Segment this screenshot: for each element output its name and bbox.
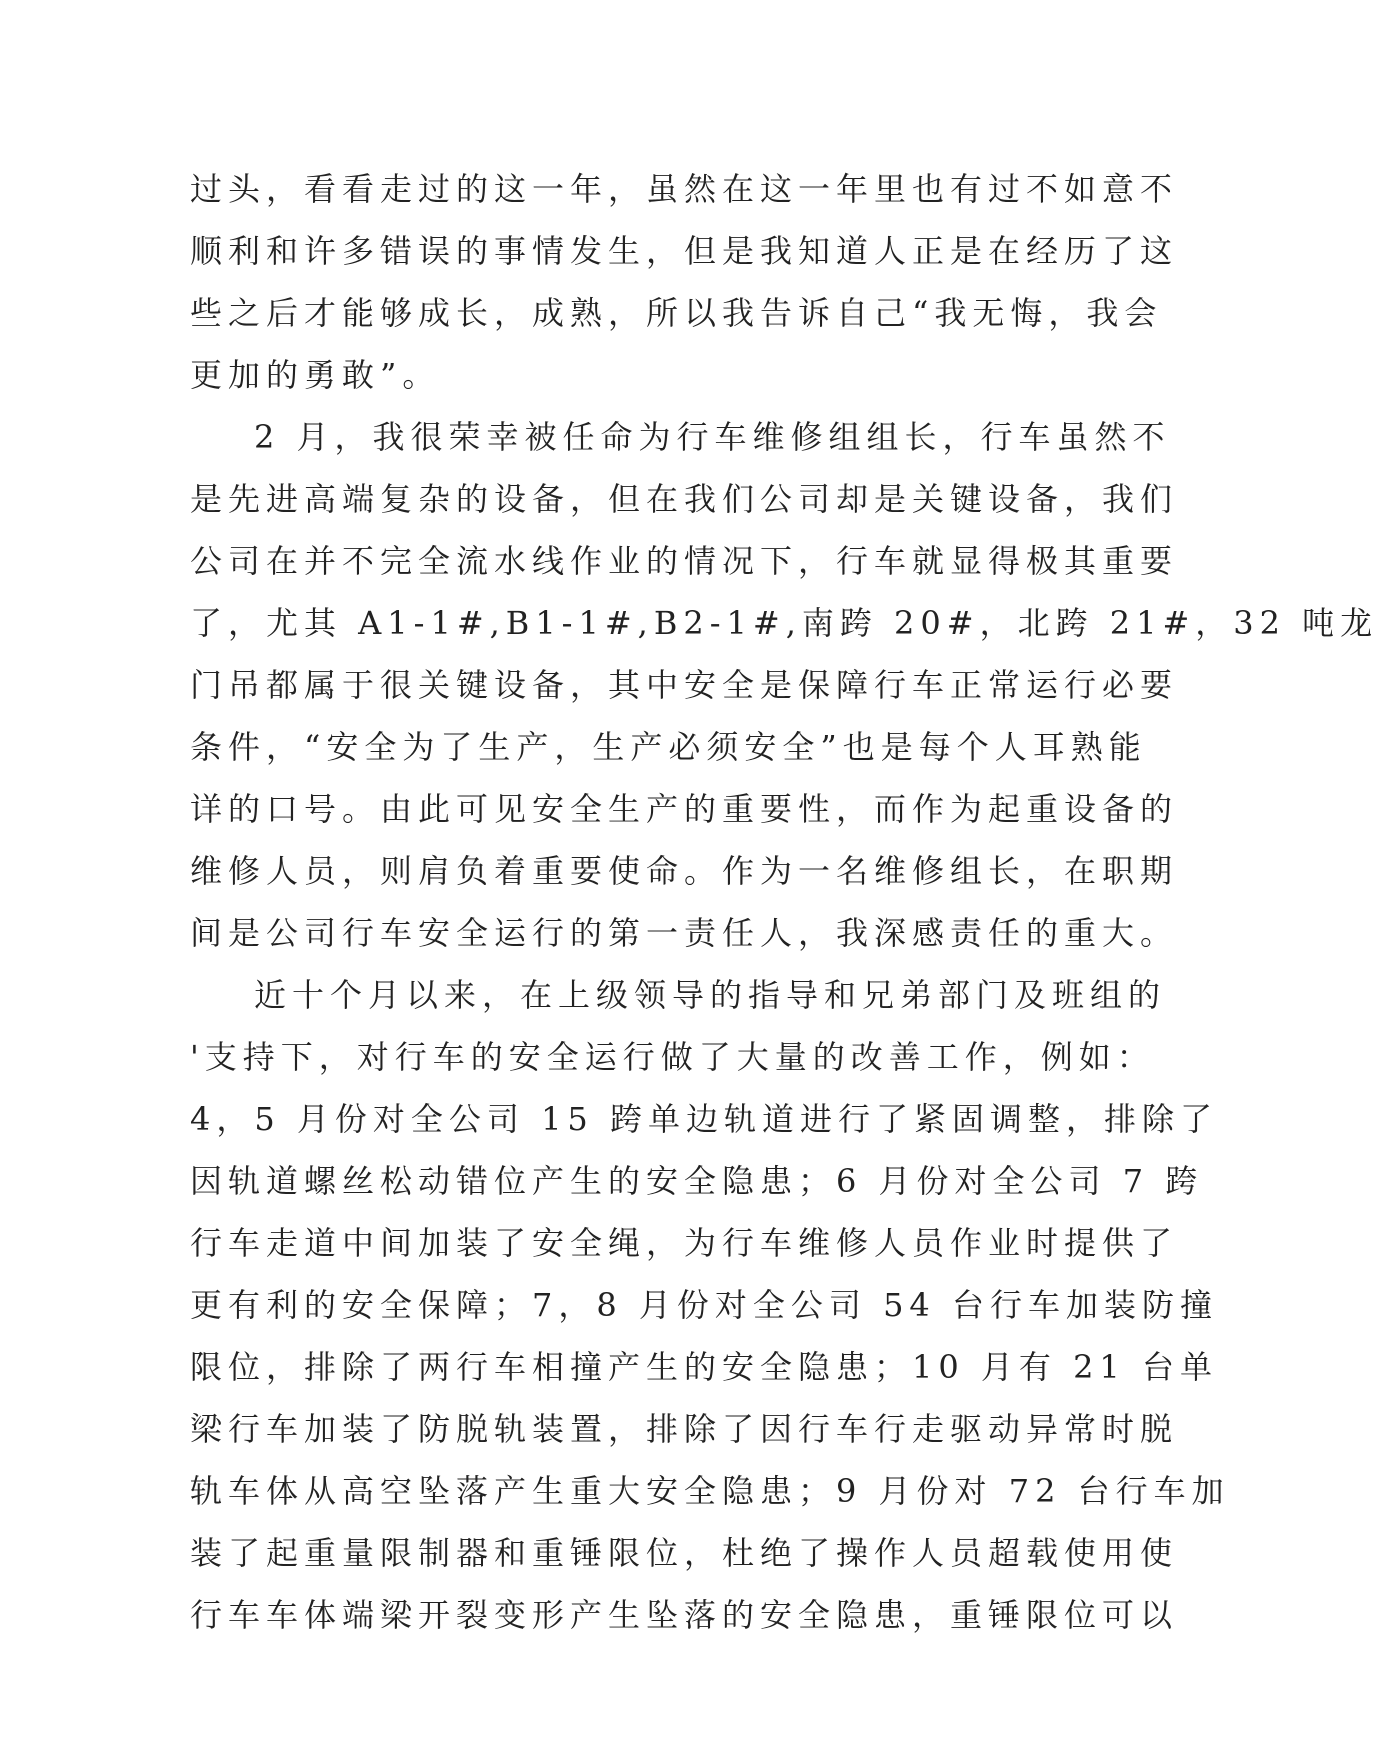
- text-line: 装了起重量限制器和重锤限位，杜绝了操作人员超载使用使: [190, 1534, 1179, 1572]
- text-line: 因轨道螺丝松动错位产生的安全隐患；6 月份对全公司 7 跨: [190, 1162, 1204, 1200]
- text-line: 4，5 月份对全公司 15 跨单边轨道进行了紧固调整，排除了: [190, 1100, 1218, 1138]
- text-line: 行车走道中间加装了安全绳，为行车维修人员作业时提供了: [190, 1224, 1179, 1262]
- paragraph-start-line: 2 月，我很荣幸被任命为行车维修组组长，行车虽然不: [254, 418, 1171, 456]
- text-line: 间是公司行车安全运行的第一责任人，我深感责任的重大。: [190, 914, 1179, 952]
- text-line: 行车车体端梁开裂变形产生坠落的安全隐患，重锤限位可以: [190, 1596, 1179, 1634]
- text-line: 梁行车加装了防脱轨装置，排除了因行车行走驱动异常时脱: [190, 1410, 1179, 1448]
- text-line: 更有利的安全保障；7，8 月份对全公司 54 台行车加装防撞: [190, 1286, 1218, 1324]
- text-line: '支持下，对行车的安全运行做了大量的改善工作，例如：: [190, 1038, 1155, 1076]
- document-body: [190, 158, 1378, 1646]
- text-line: 顺利和许多错误的事情发生，但是我知道人正是在经历了这: [190, 232, 1179, 270]
- text-line: 门吊都属于很关键设备，其中安全是保障行车正常运行必要: [190, 666, 1179, 704]
- paragraph-start-line: 近十个月以来，在上级领导的指导和兄弟部门及班组的: [254, 976, 1167, 1014]
- text-line: 条件，“安全为了生产，生产必须安全”也是每个人耳熟能: [190, 728, 1147, 766]
- text-line: 公司在并不完全流水线作业的情况下，行车就显得极其重要: [190, 542, 1179, 580]
- text-line: 是先进高端复杂的设备，但在我们公司却是关键设备，我们: [190, 480, 1179, 518]
- text-line: 维修人员，则肩负着重要使命。作为一名维修组长，在职期: [190, 852, 1179, 890]
- text-line: 限位，排除了两行车相撞产生的安全隐患；10 月有 21 台单: [190, 1348, 1218, 1386]
- text-line: 详的口号。由此可见安全生产的重要性，而作为起重设备的: [190, 790, 1179, 828]
- text-line: 了，尤其 A1-1#,B1-1#,B2-1#,南跨 20#，北跨 21#，32 吨龙: [190, 604, 1378, 642]
- text-line: 些之后才能够成长，成熟，所以我告诉自己“我无悔，我会: [190, 294, 1163, 332]
- text-line: 过头，看看走过的这一年，虽然在这一年里也有过不如意不: [190, 170, 1179, 208]
- text-line: 更加的勇敢”。: [190, 356, 441, 394]
- text-line: 轨车体从高空坠落产生重大安全隐患；9 月份对 72 台行车加: [190, 1472, 1230, 1510]
